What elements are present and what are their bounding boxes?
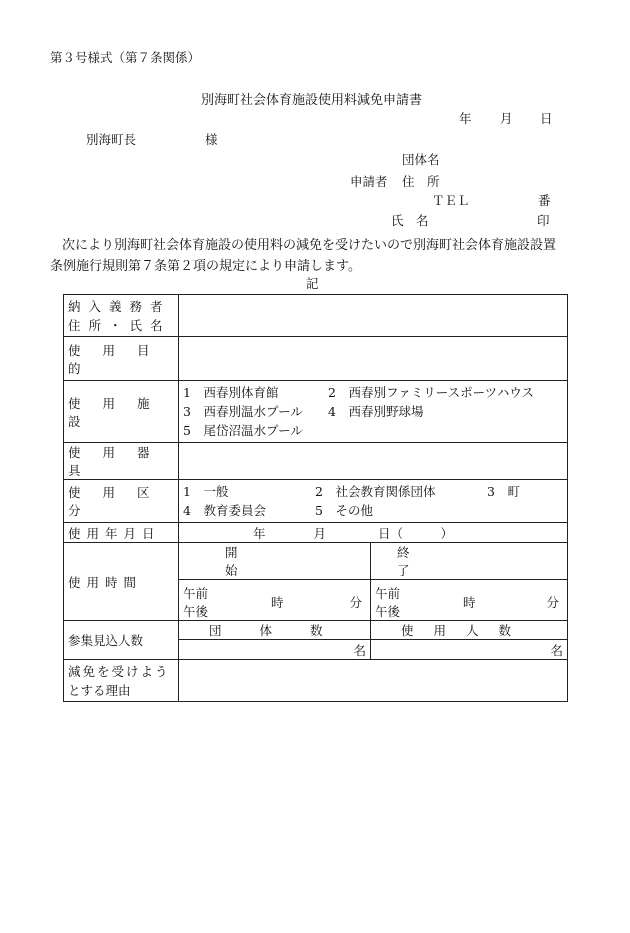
group-count-field[interactable] [179, 640, 371, 660]
category-option-5[interactable]: 5 その他 [315, 503, 373, 518]
use-time-label: 使用時間 [64, 543, 179, 621]
facility-option-3[interactable]: 3 西春別温水プール [183, 404, 303, 419]
user-count-header-text: 使用人数 [401, 623, 532, 638]
start-hour-unit: 時 [271, 595, 284, 610]
equipment-row [64, 443, 568, 480]
equipment-label: 使用器具 [64, 443, 179, 480]
purpose-row [64, 337, 568, 381]
start-am[interactable]: 午前 [183, 586, 209, 601]
user-count-unit: 名 [550, 642, 563, 658]
use-date-field[interactable] [179, 523, 568, 543]
payer-label-line-2: 住所・氏名 [68, 317, 171, 333]
user-count-header [371, 621, 568, 640]
facility-options [179, 381, 568, 443]
tel-suffix: 番 [538, 193, 551, 208]
expected-header-row [64, 621, 568, 640]
end-am[interactable]: 午前 [375, 586, 401, 601]
addressee-name: 別海町長 [86, 132, 137, 147]
reason-row [64, 660, 568, 702]
application-table [63, 294, 568, 702]
name-label: 氏 名 [391, 213, 429, 228]
end-time-field[interactable] [371, 580, 568, 621]
end-header [371, 543, 568, 580]
use-date-year: 年 [253, 525, 266, 541]
equipment-field[interactable] [179, 443, 568, 480]
seal-mark: 印 [537, 213, 550, 228]
category-row [64, 480, 568, 523]
date-month-label: 月 [500, 111, 513, 126]
request-statement-line-2: 条例施行規則第７条第２項の規定により申請します。 [50, 259, 361, 274]
start-time-field[interactable] [179, 580, 371, 621]
form-number: 第３号様式（第７条関係） [50, 50, 201, 65]
use-date-day: 日（ ） [378, 525, 454, 541]
date-year-label: 年 [459, 111, 472, 126]
use-date-label: 使用年月日 [64, 523, 179, 543]
facility-option-5[interactable]: 5 尾岱沼温水プール [183, 423, 303, 438]
tel-label: ＴＥＬ [432, 193, 470, 208]
purpose-field[interactable] [179, 337, 568, 381]
end-hour-unit: 時 [463, 595, 476, 610]
facility-option-2[interactable]: 2 西春別ファミリースポーツハウス [328, 385, 534, 400]
group-count-unit: 名 [353, 642, 366, 658]
applicant-label: 申請者 [350, 174, 388, 189]
payer-label [64, 295, 179, 337]
facility-row [64, 381, 568, 443]
facility-label: 使用施設 [64, 381, 179, 443]
form-title: 別海町社会体育施設使用料減免申請書 [201, 93, 423, 108]
category-label: 使用区分 [64, 480, 179, 523]
reason-field[interactable] [179, 660, 568, 702]
payer-row [64, 295, 568, 337]
purpose-label: 使用目的 [64, 337, 179, 381]
group-count-header [179, 621, 371, 640]
category-options [179, 480, 568, 523]
address-label: 住 所 [402, 174, 440, 189]
end-pm[interactable]: 午後 [375, 604, 401, 619]
facility-option-4[interactable]: 4 西春別野球場 [328, 404, 424, 419]
ki-heading: 記 [306, 276, 319, 291]
start-minute-unit: 分 [349, 595, 362, 610]
expected-count-label: 参集見込人数 [64, 621, 179, 660]
use-date-month: 月 [313, 525, 327, 541]
group-name-label: 団体名 [402, 152, 440, 167]
request-statement [50, 235, 580, 277]
reason-label-line-2: とする理由 [68, 682, 131, 698]
end-header-text: 終了 [397, 545, 520, 578]
time-header-row [64, 543, 568, 580]
payer-label-line-1: 納入義務者 [68, 298, 171, 314]
payer-field[interactable] [179, 295, 568, 337]
request-statement-line-1: 次により別海町社会体育施設の使用料の減免を受けたいので別海町社会体育施設設置 [62, 238, 557, 253]
start-pm[interactable]: 午後 [183, 604, 209, 619]
facility-option-1[interactable]: 1 西春別体育館 [183, 385, 279, 400]
addressee-honorific: 様 [205, 132, 218, 147]
category-option-4[interactable]: 4 教育委員会 [183, 503, 266, 518]
group-count-header-text: 団体数 [209, 623, 361, 638]
date-day-label: 日 [540, 111, 553, 126]
category-option-3[interactable]: 3 町 [487, 484, 520, 499]
reason-label-line-1: 減免を受けよう [68, 663, 170, 679]
category-option-1[interactable]: 1 一般 [183, 484, 229, 499]
reason-label [64, 660, 179, 702]
start-header-text: 開始 [225, 545, 342, 578]
category-option-2[interactable]: 2 社会教育関係団体 [315, 484, 436, 499]
start-header [179, 543, 371, 580]
date-row [64, 523, 568, 543]
end-minute-unit: 分 [546, 595, 559, 610]
user-count-field[interactable] [371, 640, 568, 660]
